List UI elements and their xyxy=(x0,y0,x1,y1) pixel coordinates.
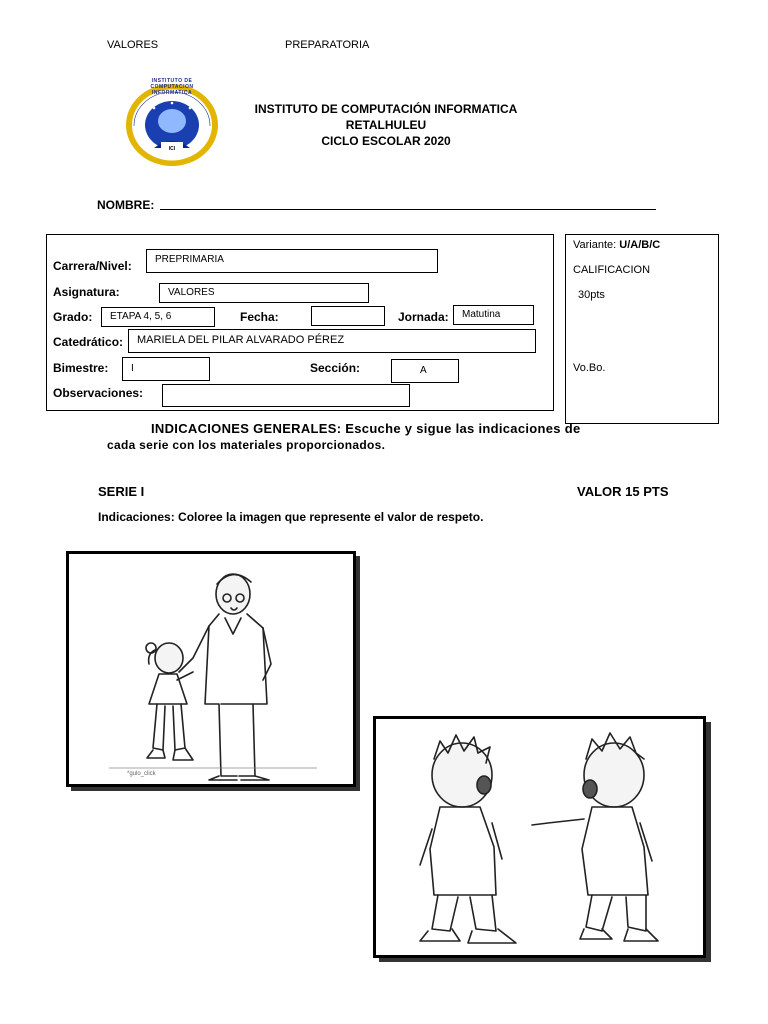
vobo-label: Vo.Bo. xyxy=(573,362,606,374)
picture-1-watermark: *gulo_click xyxy=(127,771,156,777)
grado-label: Grado: xyxy=(53,310,93,324)
asignatura-label: Asignatura: xyxy=(53,285,120,299)
bimestre-field[interactable]: I xyxy=(122,357,210,381)
institute-title: INSTITUTO DE COMPUTACIÓN INFORMATICA xyxy=(254,102,518,116)
general-instructions-text: Escuche y sigue las indicaciones de xyxy=(341,421,581,436)
fecha-field[interactable] xyxy=(311,306,385,326)
grado-field[interactable]: ETAPA 4, 5, 6 xyxy=(101,307,215,327)
jornada-label: Jornada: xyxy=(398,310,449,324)
variante-value: U/A/B/C xyxy=(619,239,661,251)
seccion-field[interactable]: A xyxy=(391,359,459,383)
institute-name xyxy=(236,101,536,149)
logo-abbr: ICI xyxy=(168,146,176,152)
header-level: PREPARATORIA xyxy=(285,39,370,51)
picture-1-frame[interactable] xyxy=(66,551,356,787)
carrera-field[interactable]: PREPRIMARIA xyxy=(146,249,438,273)
institute-city: RETALHULEU xyxy=(345,118,427,132)
grading-frame xyxy=(565,234,719,424)
school-cycle: CICLO ESCOLAR 2020 xyxy=(321,134,451,148)
catedratico-field[interactable]: MARIELA DEL PILAR ALVARADO PÉREZ xyxy=(128,329,536,353)
seccion-label: Sección: xyxy=(310,361,361,375)
asignatura-field[interactable]: VALORES xyxy=(159,283,369,303)
name-label: NOMBRE: xyxy=(97,198,155,212)
catedratico-label: Catedrático: xyxy=(53,335,124,349)
carrera-label: Carrera/Nivel: xyxy=(53,259,132,273)
jornada-field[interactable]: Matutina xyxy=(453,305,534,325)
bimestre-label: Bimestre: xyxy=(53,361,109,375)
logo-text: INSTITUTO DE COMPUTACION INFORMATICA xyxy=(150,78,194,96)
serie-value: VALOR 15 PTS xyxy=(577,484,669,499)
fecha-label: Fecha: xyxy=(240,310,279,324)
picture-2-frame[interactable] xyxy=(373,716,706,958)
general-instructions-line-2: cada serie con los materiales proporcionados. xyxy=(107,438,386,452)
variante xyxy=(573,239,660,251)
observaciones-label: Observaciones: xyxy=(53,386,144,400)
name-line[interactable] xyxy=(160,209,656,210)
serie-title: SERIE I xyxy=(98,484,145,499)
calificacion-label: CALIFICACION xyxy=(573,264,651,276)
observaciones-field[interactable] xyxy=(162,384,410,407)
variante-label: Variante: xyxy=(573,239,620,251)
general-instructions-label: INDICACIONES GENERALES: xyxy=(151,421,342,436)
boys-arguing-drawing-icon xyxy=(376,719,703,955)
girl-and-grandfather-drawing-icon xyxy=(69,554,353,784)
general-instructions-line-1 xyxy=(151,421,581,436)
total-points: 30pts xyxy=(578,289,605,301)
header-subject: VALORES xyxy=(107,39,159,51)
serie-indications: Indicaciones: Coloree la imagen que represente el valor de respeto. xyxy=(98,510,484,524)
